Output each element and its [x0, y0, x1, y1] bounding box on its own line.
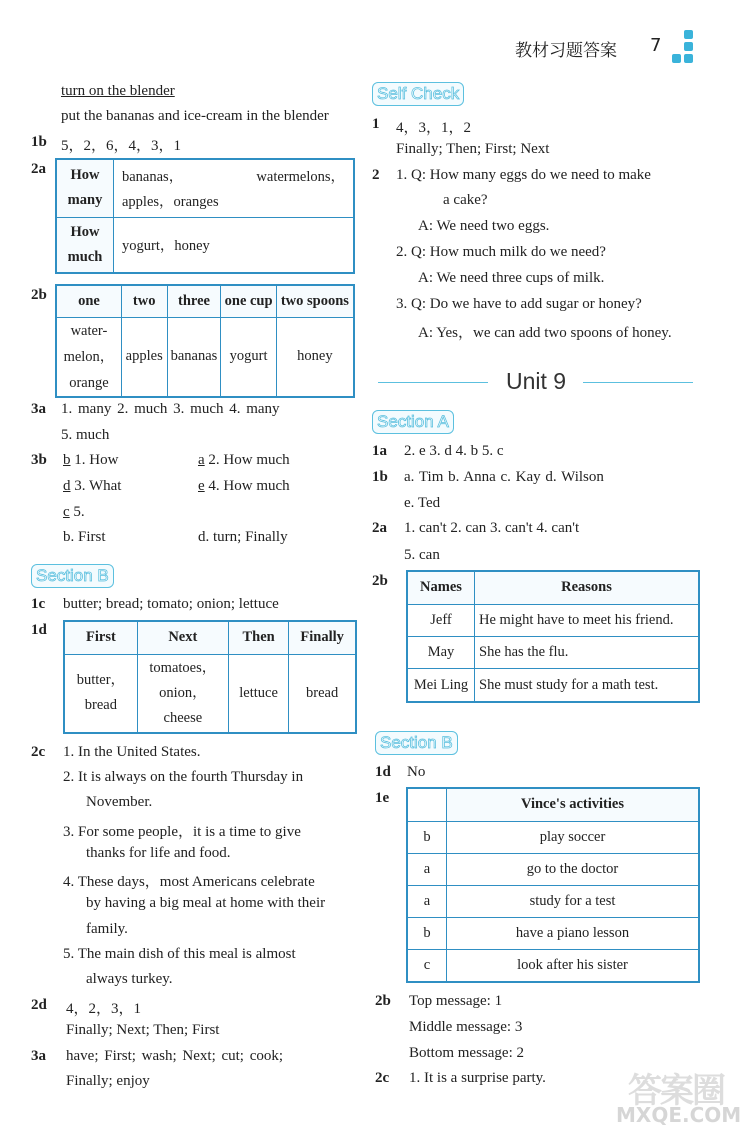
- table-header-cell: Vince's activities: [447, 788, 700, 821]
- answer-line: 1. many 2. much 3. much 4. many: [61, 401, 280, 417]
- table-cell: b: [407, 917, 447, 949]
- answer-line: 5. much: [61, 427, 110, 443]
- table-header-cell: one: [56, 285, 121, 317]
- table-header-cell: one cup: [221, 285, 276, 317]
- sandwich-steps-table: [63, 620, 357, 734]
- table-cell: c: [407, 949, 447, 982]
- answer-line: November.: [86, 794, 153, 810]
- answer-line: 1. can't 2. can 3. can't 4. can't: [404, 520, 580, 536]
- table-header-cell: two spoons: [276, 285, 354, 317]
- answer-line: butter; bread; tomato; onion; lettuce: [63, 596, 279, 612]
- table-cell: honey: [276, 317, 354, 397]
- table-cell: yogurt，honey: [114, 217, 355, 273]
- table-cell: lettuce: [228, 654, 288, 733]
- q-label: 1d: [375, 764, 391, 780]
- answer-line: family.: [86, 921, 128, 937]
- header-title: 教材习题答案: [515, 41, 617, 61]
- answer-line: have; First; wash; Next; cut; cook;: [66, 1048, 284, 1064]
- table-cell: yogurt: [221, 317, 276, 397]
- how-many-much-table: [55, 158, 355, 274]
- watermark-url: MXQE.COM: [616, 1103, 742, 1127]
- answer-line: 2. e 3. d 4. b 5. c: [404, 443, 504, 459]
- q-label: 3b: [31, 452, 47, 468]
- answer-line: 5. can: [404, 547, 440, 563]
- table-cell: Mei Ling: [407, 669, 475, 702]
- table-header-cell: Next: [137, 621, 228, 654]
- q-label: 1a: [372, 443, 387, 459]
- table-header-cell: How many: [56, 159, 114, 217]
- table-cell: look after his sister: [447, 949, 700, 982]
- section-a-badge: Section A: [372, 410, 454, 434]
- q-label: 2b: [375, 993, 391, 1009]
- answer-line: d 3. What: [63, 478, 122, 494]
- answer-line: 1. It is a surprise party.: [409, 1070, 546, 1086]
- q-label: 2d: [31, 997, 47, 1013]
- q-label: 1b: [31, 134, 47, 150]
- q-label: 2a: [31, 161, 46, 177]
- table-header-cell: First: [64, 621, 137, 654]
- table-cell: have a piano lesson: [447, 917, 700, 949]
- answer-line: 3. Q: Do we have to add sugar or honey?: [396, 296, 642, 312]
- answer-line: 4，3，1，2: [396, 120, 472, 136]
- table-cell: a: [407, 885, 447, 917]
- q-label: 2c: [31, 744, 46, 760]
- answer-line: A: Yes，we can add two spoons of honey.: [418, 325, 672, 341]
- table-header-cell: [407, 788, 447, 821]
- table-header-cell: How much: [56, 217, 114, 273]
- q-label: 1c: [31, 596, 46, 612]
- answer-line: 1. In the United States.: [63, 744, 201, 760]
- answer-line: put the bananas and ice-cream in the blender: [61, 108, 329, 124]
- answer-line: Bottom message: 2: [409, 1045, 524, 1061]
- answer-line: by having a big meal at home with their: [86, 895, 326, 911]
- vince-activities-table: [406, 787, 700, 983]
- table-cell: He might have to meet his friend.: [475, 604, 700, 636]
- answer-line: turn on the blender: [61, 83, 175, 99]
- answer-line: Middle message: 3: [409, 1019, 523, 1035]
- table-header-cell: three: [167, 285, 221, 317]
- answer-line: e. Ted: [404, 495, 441, 511]
- q-label: 3a: [31, 401, 46, 417]
- answer-line: 1. Q: How many eggs do we need to make: [396, 167, 651, 183]
- answer-line: 4. These days，most Americans celebrate: [63, 874, 315, 890]
- answer-line: 3. For some people，it is a time to give: [63, 824, 301, 840]
- answer-line: 5，2，6，4，3，1: [61, 138, 182, 154]
- divider: [583, 382, 693, 383]
- watermark-logo: 答案圈: [628, 1071, 724, 1111]
- table-header-cell: Finally: [289, 621, 356, 654]
- table-cell: bread: [289, 654, 356, 733]
- table-header-cell: Names: [407, 571, 475, 604]
- table-cell: water- melon， orange: [56, 317, 121, 397]
- answer-line: 5. The main dish of this meal is almost: [63, 946, 296, 962]
- q-label: 1d: [31, 622, 47, 638]
- answer-line: Top message: 1: [409, 993, 503, 1009]
- answer-line: Finally; enjoy: [66, 1073, 150, 1089]
- answer-line: b 1. How: [63, 452, 119, 468]
- answer-line: A: We need two eggs.: [418, 218, 550, 234]
- table-header-cell: two: [121, 285, 167, 317]
- answer-line: Finally; Then; First; Next: [396, 141, 550, 157]
- answer-line: b. First: [63, 529, 106, 545]
- table-cell: play soccer: [447, 821, 700, 853]
- table-cell: apples: [121, 317, 167, 397]
- table-cell: b: [407, 821, 447, 853]
- table-cell: go to the doctor: [447, 853, 700, 885]
- q-label: 3a: [31, 1048, 46, 1064]
- q-label: 1b: [372, 469, 388, 485]
- answer-line: thanks for life and food.: [86, 845, 231, 861]
- answer-line: 2. It is always on the fourth Thursday in: [63, 769, 304, 785]
- answer-line: always turkey.: [86, 971, 173, 987]
- answer-line: 4，2，3，1: [66, 1001, 142, 1017]
- table-cell: tomatoes， onion， cheese: [137, 654, 228, 733]
- answer-line: a 2. How much: [198, 452, 290, 468]
- table-header-cell: Then: [228, 621, 288, 654]
- answer-line: d. turn; Finally: [198, 529, 288, 545]
- section-b-badge: Section B: [31, 564, 114, 588]
- table-cell: bananas， watermelons， apples，oranges: [114, 159, 355, 217]
- table-cell: May: [407, 636, 475, 668]
- page-number: 7: [650, 35, 662, 56]
- q-label: 1e: [375, 790, 390, 806]
- divider: [378, 382, 488, 383]
- table-cell: She has the flu.: [475, 636, 700, 668]
- q-label: 1: [372, 116, 380, 132]
- q-label: 2b: [372, 573, 388, 589]
- answer-line: Finally; Next; Then; First: [66, 1022, 220, 1038]
- table-cell: study for a test: [447, 885, 700, 917]
- food-quantity-table: [55, 284, 355, 398]
- table-cell: butter， bread: [64, 654, 137, 733]
- self-check-badge: Self Check: [372, 82, 464, 106]
- answer-line: c 5.: [63, 504, 85, 520]
- q-label: 2b: [31, 287, 47, 303]
- unit-title: Unit 9: [506, 368, 567, 394]
- q-label: 2c: [375, 1070, 390, 1086]
- reasons-table: [406, 570, 700, 703]
- q-label: 2a: [372, 520, 387, 536]
- table-header-cell: Reasons: [475, 571, 700, 604]
- table-cell: a: [407, 853, 447, 885]
- answer-line: A: We need three cups of milk.: [418, 270, 605, 286]
- answer-line: e 4. How much: [198, 478, 290, 494]
- answer-line: 2. Q: How much milk do we need?: [396, 244, 606, 260]
- table-cell: She must study for a math test.: [475, 669, 700, 702]
- table-cell: bananas: [167, 317, 221, 397]
- answer-line: a. Tim b. Anna c. Kay d. Wilson: [404, 469, 604, 485]
- table-cell: Jeff: [407, 604, 475, 636]
- q-label: 2: [372, 167, 380, 183]
- section-b-badge: Section B: [375, 731, 458, 755]
- answer-line: No: [407, 764, 426, 780]
- answer-line: a cake?: [443, 192, 488, 208]
